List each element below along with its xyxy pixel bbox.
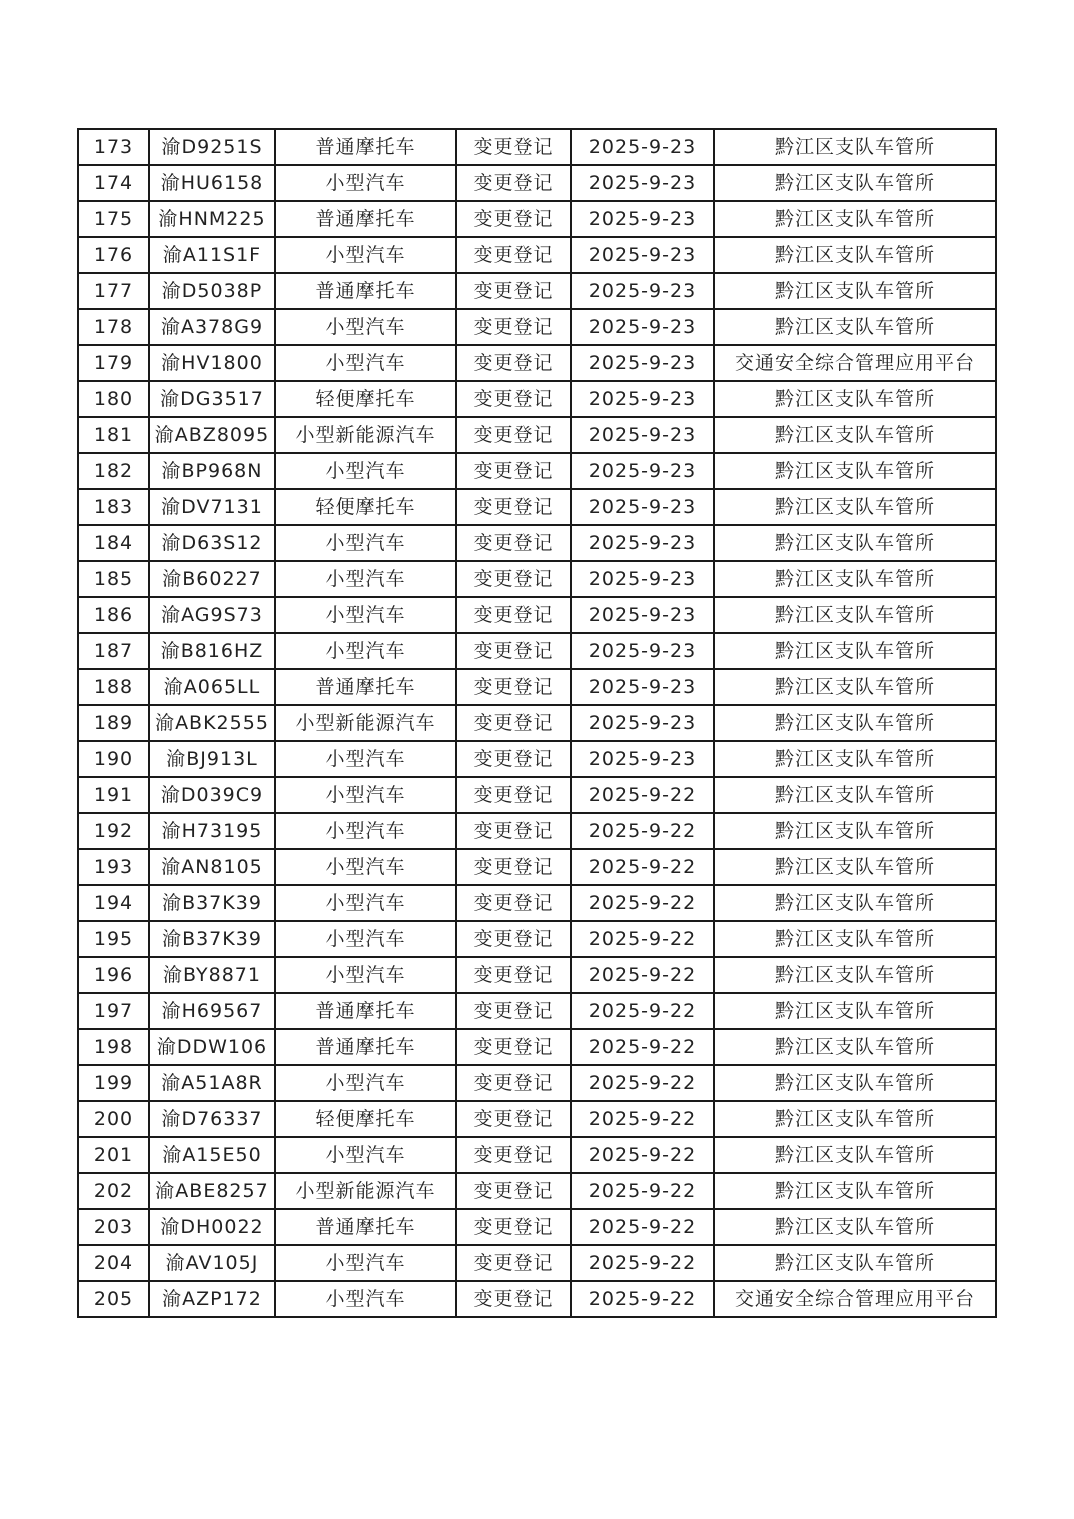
date-cell: 2025-9-23 <box>571 597 714 633</box>
plate-number-cell: 渝ABK2555 <box>149 705 275 741</box>
table-row <box>78 669 996 705</box>
office-cell: 黔江区支队车管所 <box>714 1137 996 1173</box>
office-cell: 黔江区支队车管所 <box>714 561 996 597</box>
plate-number-cell: 渝B37K39 <box>149 921 275 957</box>
table-row <box>78 885 996 921</box>
row-number-cell: 202 <box>78 1173 149 1209</box>
plate-number-cell: 渝A51A8R <box>149 1065 275 1101</box>
business-type-cell: 变更登记 <box>456 345 571 381</box>
plate-number-cell: 渝BJ913L <box>149 741 275 777</box>
vehicle-type-cell: 小型新能源汽车 <box>275 417 456 453</box>
date-cell: 2025-9-22 <box>571 885 714 921</box>
vehicle-type-cell: 小型汽车 <box>275 921 456 957</box>
vehicle-type-cell: 小型汽车 <box>275 957 456 993</box>
business-type-cell: 变更登记 <box>456 813 571 849</box>
vehicle-type-cell: 小型汽车 <box>275 561 456 597</box>
date-cell: 2025-9-23 <box>571 237 714 273</box>
vehicle-type-cell: 小型汽车 <box>275 345 456 381</box>
date-cell: 2025-9-23 <box>571 417 714 453</box>
table-row <box>78 1029 996 1065</box>
plate-number-cell: 渝DDW106 <box>149 1029 275 1065</box>
vehicle-type-cell: 小型汽车 <box>275 309 456 345</box>
plate-number-cell: 渝B816HZ <box>149 633 275 669</box>
row-number-cell: 184 <box>78 525 149 561</box>
date-cell: 2025-9-23 <box>571 381 714 417</box>
business-type-cell: 变更登记 <box>456 957 571 993</box>
date-cell: 2025-9-23 <box>571 705 714 741</box>
date-cell: 2025-9-22 <box>571 1209 714 1245</box>
vehicle-type-cell: 小型汽车 <box>275 165 456 201</box>
row-number-cell: 186 <box>78 597 149 633</box>
plate-number-cell: 渝HV1800 <box>149 345 275 381</box>
date-cell: 2025-9-22 <box>571 1245 714 1281</box>
date-cell: 2025-9-22 <box>571 849 714 885</box>
row-number-cell: 181 <box>78 417 149 453</box>
office-cell: 黔江区支队车管所 <box>714 1173 996 1209</box>
date-cell: 2025-9-22 <box>571 957 714 993</box>
table-row <box>78 309 996 345</box>
plate-number-cell: 渝H69567 <box>149 993 275 1029</box>
table-row <box>78 993 996 1029</box>
table-row <box>78 1209 996 1245</box>
plate-number-cell: 渝D63S12 <box>149 525 275 561</box>
table-row <box>78 1137 996 1173</box>
date-cell: 2025-9-23 <box>571 453 714 489</box>
date-cell: 2025-9-23 <box>571 345 714 381</box>
plate-number-cell: 渝ABE8257 <box>149 1173 275 1209</box>
date-cell: 2025-9-22 <box>571 1281 714 1317</box>
row-number-cell: 201 <box>78 1137 149 1173</box>
plate-number-cell: 渝DH0022 <box>149 1209 275 1245</box>
date-cell: 2025-9-22 <box>571 993 714 1029</box>
table-row <box>78 273 996 309</box>
row-number-cell: 204 <box>78 1245 149 1281</box>
vehicle-type-cell: 普通摩托车 <box>275 993 456 1029</box>
table-row <box>78 561 996 597</box>
office-cell: 黔江区支队车管所 <box>714 633 996 669</box>
plate-number-cell: 渝HU6158 <box>149 165 275 201</box>
office-cell: 黔江区支队车管所 <box>714 453 996 489</box>
date-cell: 2025-9-23 <box>571 633 714 669</box>
business-type-cell: 变更登记 <box>456 1101 571 1137</box>
table-row <box>78 345 996 381</box>
business-type-cell: 变更登记 <box>456 741 571 777</box>
business-type-cell: 变更登记 <box>456 237 571 273</box>
plate-number-cell: 渝HNM225 <box>149 201 275 237</box>
office-cell: 黔江区支队车管所 <box>714 273 996 309</box>
row-number-cell: 179 <box>78 345 149 381</box>
date-cell: 2025-9-22 <box>571 1065 714 1101</box>
plate-number-cell: 渝D76337 <box>149 1101 275 1137</box>
plate-number-cell: 渝A378G9 <box>149 309 275 345</box>
date-cell: 2025-9-22 <box>571 1101 714 1137</box>
date-cell: 2025-9-23 <box>571 129 714 165</box>
row-number-cell: 173 <box>78 129 149 165</box>
table-row <box>78 1173 996 1209</box>
vehicle-type-cell: 小型汽车 <box>275 849 456 885</box>
office-cell: 黔江区支队车管所 <box>714 993 996 1029</box>
plate-number-cell: 渝D039C9 <box>149 777 275 813</box>
row-number-cell: 187 <box>78 633 149 669</box>
date-cell: 2025-9-23 <box>571 561 714 597</box>
business-type-cell: 变更登记 <box>456 885 571 921</box>
business-type-cell: 变更登记 <box>456 129 571 165</box>
business-type-cell: 变更登记 <box>456 165 571 201</box>
date-cell: 2025-9-22 <box>571 813 714 849</box>
row-number-cell: 193 <box>78 849 149 885</box>
plate-number-cell: 渝D9251S <box>149 129 275 165</box>
date-cell: 2025-9-23 <box>571 165 714 201</box>
row-number-cell: 190 <box>78 741 149 777</box>
plate-number-cell: 渝H73195 <box>149 813 275 849</box>
table-row <box>78 165 996 201</box>
vehicle-type-cell: 小型汽车 <box>275 813 456 849</box>
business-type-cell: 变更登记 <box>456 453 571 489</box>
business-type-cell: 变更登记 <box>456 1209 571 1245</box>
row-number-cell: 200 <box>78 1101 149 1137</box>
vehicle-type-cell: 小型汽车 <box>275 1245 456 1281</box>
date-cell: 2025-9-23 <box>571 309 714 345</box>
table-row <box>78 525 996 561</box>
business-type-cell: 变更登记 <box>456 1245 571 1281</box>
row-number-cell: 197 <box>78 993 149 1029</box>
office-cell: 交通安全综合管理应用平台 <box>714 1281 996 1317</box>
plate-number-cell: 渝D5038P <box>149 273 275 309</box>
table-row <box>78 741 996 777</box>
office-cell: 黔江区支队车管所 <box>714 525 996 561</box>
registration-table <box>77 128 997 1318</box>
vehicle-type-cell: 小型汽车 <box>275 1065 456 1101</box>
vehicle-type-cell: 普通摩托车 <box>275 273 456 309</box>
office-cell: 黔江区支队车管所 <box>714 597 996 633</box>
row-number-cell: 176 <box>78 237 149 273</box>
office-cell: 黔江区支队车管所 <box>714 381 996 417</box>
table-row <box>78 957 996 993</box>
vehicle-type-cell: 小型汽车 <box>275 237 456 273</box>
business-type-cell: 变更登记 <box>456 1281 571 1317</box>
row-number-cell: 175 <box>78 201 149 237</box>
office-cell: 黔江区支队车管所 <box>714 885 996 921</box>
table-row <box>78 921 996 957</box>
table-row <box>78 489 996 525</box>
table-row <box>78 417 996 453</box>
vehicle-type-cell: 普通摩托车 <box>275 1209 456 1245</box>
office-cell: 黔江区支队车管所 <box>714 669 996 705</box>
row-number-cell: 203 <box>78 1209 149 1245</box>
table-row <box>78 813 996 849</box>
table-row <box>78 597 996 633</box>
table-row <box>78 1101 996 1137</box>
plate-number-cell: 渝AG9S73 <box>149 597 275 633</box>
business-type-cell: 变更登记 <box>456 921 571 957</box>
office-cell: 黔江区支队车管所 <box>714 237 996 273</box>
office-cell: 黔江区支队车管所 <box>714 813 996 849</box>
vehicle-type-cell: 普通摩托车 <box>275 129 456 165</box>
business-type-cell: 变更登记 <box>456 1173 571 1209</box>
business-type-cell: 变更登记 <box>456 1029 571 1065</box>
vehicle-type-cell: 小型汽车 <box>275 777 456 813</box>
row-number-cell: 189 <box>78 705 149 741</box>
vehicle-type-cell: 轻便摩托车 <box>275 1101 456 1137</box>
office-cell: 黔江区支队车管所 <box>714 165 996 201</box>
office-cell: 黔江区支队车管所 <box>714 1065 996 1101</box>
table-row <box>78 849 996 885</box>
row-number-cell: 185 <box>78 561 149 597</box>
plate-number-cell: 渝A11S1F <box>149 237 275 273</box>
plate-number-cell: 渝DG3517 <box>149 381 275 417</box>
vehicle-type-cell: 普通摩托车 <box>275 201 456 237</box>
office-cell: 黔江区支队车管所 <box>714 957 996 993</box>
row-number-cell: 199 <box>78 1065 149 1101</box>
row-number-cell: 178 <box>78 309 149 345</box>
business-type-cell: 变更登记 <box>456 273 571 309</box>
plate-number-cell: 渝BP968N <box>149 453 275 489</box>
date-cell: 2025-9-23 <box>571 525 714 561</box>
vehicle-type-cell: 小型汽车 <box>275 741 456 777</box>
table-row <box>78 1281 996 1317</box>
business-type-cell: 变更登记 <box>456 561 571 597</box>
date-cell: 2025-9-23 <box>571 489 714 525</box>
date-cell: 2025-9-22 <box>571 921 714 957</box>
date-cell: 2025-9-22 <box>571 777 714 813</box>
office-cell: 黔江区支队车管所 <box>714 417 996 453</box>
plate-number-cell: 渝AN8105 <box>149 849 275 885</box>
office-cell: 黔江区支队车管所 <box>714 741 996 777</box>
date-cell: 2025-9-22 <box>571 1173 714 1209</box>
date-cell: 2025-9-23 <box>571 741 714 777</box>
business-type-cell: 变更登记 <box>456 1065 571 1101</box>
vehicle-type-cell: 小型汽车 <box>275 525 456 561</box>
plate-number-cell: 渝DV7131 <box>149 489 275 525</box>
vehicle-type-cell: 小型汽车 <box>275 885 456 921</box>
business-type-cell: 变更登记 <box>456 849 571 885</box>
vehicle-type-cell: 小型汽车 <box>275 1281 456 1317</box>
row-number-cell: 195 <box>78 921 149 957</box>
plate-number-cell: 渝B60227 <box>149 561 275 597</box>
table-row <box>78 381 996 417</box>
row-number-cell: 180 <box>78 381 149 417</box>
office-cell: 交通安全综合管理应用平台 <box>714 345 996 381</box>
plate-number-cell: 渝AZP172 <box>149 1281 275 1317</box>
date-cell: 2025-9-22 <box>571 1137 714 1173</box>
vehicle-type-cell: 普通摩托车 <box>275 669 456 705</box>
vehicle-type-cell: 小型新能源汽车 <box>275 705 456 741</box>
business-type-cell: 变更登记 <box>456 705 571 741</box>
plate-number-cell: 渝B37K39 <box>149 885 275 921</box>
plate-number-cell: 渝AV105J <box>149 1245 275 1281</box>
table-row <box>78 1245 996 1281</box>
vehicle-type-cell: 小型汽车 <box>275 1137 456 1173</box>
vehicle-type-cell: 小型汽车 <box>275 453 456 489</box>
business-type-cell: 变更登记 <box>456 1137 571 1173</box>
table-row <box>78 201 996 237</box>
vehicle-type-cell: 小型汽车 <box>275 633 456 669</box>
office-cell: 黔江区支队车管所 <box>714 129 996 165</box>
business-type-cell: 变更登记 <box>456 993 571 1029</box>
table-row <box>78 453 996 489</box>
vehicle-type-cell: 轻便摩托车 <box>275 381 456 417</box>
plate-number-cell: 渝ABZ8095 <box>149 417 275 453</box>
row-number-cell: 196 <box>78 957 149 993</box>
table-row <box>78 633 996 669</box>
business-type-cell: 变更登记 <box>456 669 571 705</box>
plate-number-cell: 渝A065LL <box>149 669 275 705</box>
business-type-cell: 变更登记 <box>456 633 571 669</box>
row-number-cell: 188 <box>78 669 149 705</box>
row-number-cell: 194 <box>78 885 149 921</box>
vehicle-type-cell: 小型汽车 <box>275 597 456 633</box>
row-number-cell: 174 <box>78 165 149 201</box>
business-type-cell: 变更登记 <box>456 309 571 345</box>
office-cell: 黔江区支队车管所 <box>714 309 996 345</box>
office-cell: 黔江区支队车管所 <box>714 1029 996 1065</box>
office-cell: 黔江区支队车管所 <box>714 849 996 885</box>
date-cell: 2025-9-23 <box>571 201 714 237</box>
row-number-cell: 198 <box>78 1029 149 1065</box>
vehicle-type-cell: 轻便摩托车 <box>275 489 456 525</box>
vehicle-type-cell: 小型新能源汽车 <box>275 1173 456 1209</box>
office-cell: 黔江区支队车管所 <box>714 777 996 813</box>
office-cell: 黔江区支队车管所 <box>714 705 996 741</box>
office-cell: 黔江区支队车管所 <box>714 921 996 957</box>
date-cell: 2025-9-23 <box>571 273 714 309</box>
row-number-cell: 183 <box>78 489 149 525</box>
business-type-cell: 变更登记 <box>456 525 571 561</box>
plate-number-cell: 渝BY8871 <box>149 957 275 993</box>
row-number-cell: 192 <box>78 813 149 849</box>
table-row <box>78 237 996 273</box>
business-type-cell: 变更登记 <box>456 381 571 417</box>
business-type-cell: 变更登记 <box>456 201 571 237</box>
office-cell: 黔江区支队车管所 <box>714 1209 996 1245</box>
date-cell: 2025-9-23 <box>571 669 714 705</box>
business-type-cell: 变更登记 <box>456 777 571 813</box>
plate-number-cell: 渝A15E50 <box>149 1137 275 1173</box>
office-cell: 黔江区支队车管所 <box>714 489 996 525</box>
row-number-cell: 205 <box>78 1281 149 1317</box>
registration-table-body <box>78 129 996 1317</box>
office-cell: 黔江区支队车管所 <box>714 201 996 237</box>
date-cell: 2025-9-22 <box>571 1029 714 1065</box>
business-type-cell: 变更登记 <box>456 597 571 633</box>
table-row <box>78 705 996 741</box>
row-number-cell: 182 <box>78 453 149 489</box>
row-number-cell: 191 <box>78 777 149 813</box>
office-cell: 黔江区支队车管所 <box>714 1245 996 1281</box>
table-row <box>78 1065 996 1101</box>
office-cell: 黔江区支队车管所 <box>714 1101 996 1137</box>
vehicle-type-cell: 普通摩托车 <box>275 1029 456 1065</box>
row-number-cell: 177 <box>78 273 149 309</box>
table-row <box>78 777 996 813</box>
business-type-cell: 变更登记 <box>456 489 571 525</box>
business-type-cell: 变更登记 <box>456 417 571 453</box>
table-row <box>78 129 996 165</box>
